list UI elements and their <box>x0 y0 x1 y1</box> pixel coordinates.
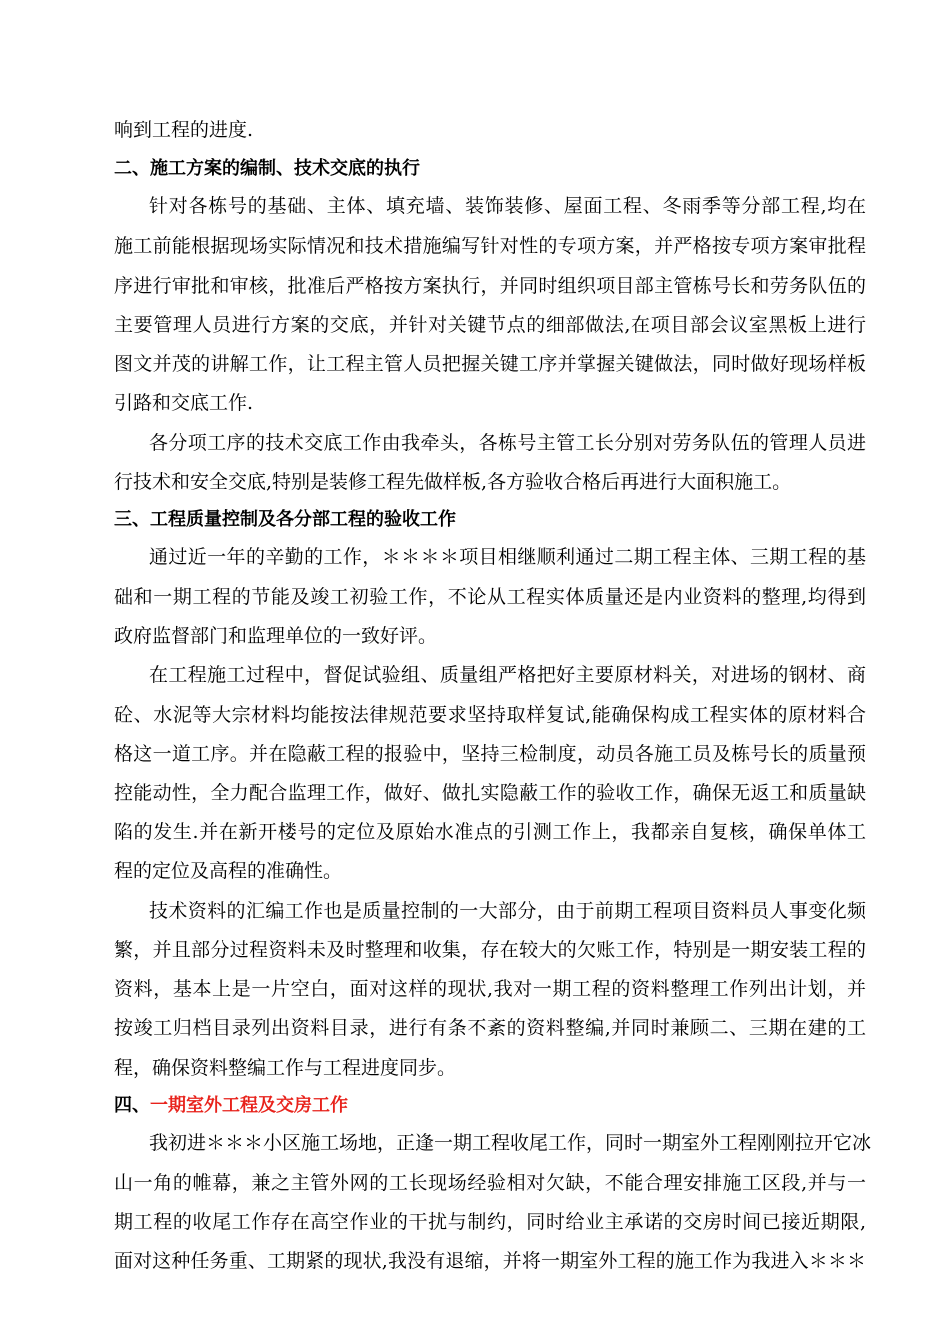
paragraph-line: 各分项工序的技术交底工作由我牵头，各栋号主管工长分别对劳务队伍的管理人员进 <box>149 432 866 454</box>
paragraph-line: 主要管理人员进行方案的交底，并针对关键节点的细部做法,在项目部会议室黑板上进行 <box>114 314 866 336</box>
heading-highlight: 一期室外工程及交房工作 <box>150 1095 348 1116</box>
paragraph-line: 图文并茂的讲解工作，让工程主管人员把握关键工序并掌握关键做法，同时做好现场样板 <box>114 353 866 375</box>
paragraph-line: 繁，并且部分过程资料未及时整理和收集，存在较大的欠账工作，特别是一期安装工程的 <box>114 939 866 961</box>
section-heading-3: 三、工程质量控制及各分部工程的验收工作 <box>114 509 456 530</box>
paragraph-line: 期工程的收尾工作存在高空作业的干扰与制约，同时给业主承诺的交房时间已接近期限, <box>114 1211 866 1233</box>
paragraph-line: 砼、水泥等大宗材料均能按法律规范要求坚持取样复试,能确保构成工程实体的原材料合 <box>114 704 866 726</box>
paragraph-line: 格这一道工序。并在隐蔽工程的报验中，坚持三检制度，动员各施工员及栋号长的质量预 <box>114 743 866 765</box>
paragraph-line: 础和一期工程的节能及竣工初验工作，不论从工程实体质量还是内业资料的整理,均得到 <box>114 586 866 608</box>
paragraph-line: 控能动性，全力配合监理工作，做好、做扎实隐蔽工作的验收工作，确保无返工和质量缺 <box>114 782 866 804</box>
paragraph-line: 施工前能根据现场实际情况和技术措施编写针对性的专项方案，并严格按专项方案审批程 <box>114 235 866 257</box>
paragraph-line: 山一角的帷幕，兼之主管外网的工长现场经验相对欠缺，不能合理安排施工区段,并与一 <box>114 1172 866 1194</box>
paragraph-line: 引路和交底工作. <box>114 392 254 414</box>
paragraph-line: 我初进＊＊＊小区施工场地，正逢一期工程收尾工作，同时一期室外工程刚刚拉开它冰 <box>149 1132 872 1154</box>
paragraph-line: 技术资料的汇编工作也是质量控制的一大部分，由于前期工程项目资料员人事变化频 <box>149 900 866 922</box>
paragraph-line: 针对各栋号的基础、主体、填充墙、装饰装修、屋面工程、冬雨季等分部工程,均在 <box>149 195 866 217</box>
paragraph-line: 通过近一年的辛勤的工作，＊＊＊＊项目相继顺利通过二期工程主体、三期工程的基 <box>149 546 866 568</box>
heading-number: 四、 <box>114 1095 150 1116</box>
paragraph-line: 响到工程的进度. <box>114 119 254 141</box>
paragraph-line: 资料，基本上是一片空白，面对这样的现状,我对一期工程的资料整理工作列出计划，并 <box>114 978 866 1000</box>
paragraph-line: 政府监督部门和监理单位的一致好评。 <box>114 625 438 647</box>
paragraph-line: 陷的发生.并在新开楼号的定位及原始水准点的引测工作上，我都亲自复核，确保单体工 <box>114 821 866 843</box>
section-heading-4 <box>114 1094 866 1118</box>
paragraph-line: 程，确保资料整编工作与工程进度同步。 <box>114 1057 457 1079</box>
paragraph-line: 面对这种任务重、工期紧的现状,我没有退缩，并将一期室外工程的施工作为我进入＊＊＊ <box>114 1250 866 1272</box>
paragraph-line: 在工程施工过程中，督促试验组、质量组严格把好主要原材料关，对进场的钢材、商 <box>149 664 866 686</box>
paragraph-line: 序进行审批和审核，批准后严格按方案执行，并同时组织项目部主管栋号长和劳务队伍的 <box>114 275 866 297</box>
section-heading-2: 二、施工方案的编制、技术交底的执行 <box>114 158 420 179</box>
paragraph-line: 按竣工归档目录列出资料目录，进行有条不紊的资料整编,并同时兼顾二、三期在建的工 <box>114 1017 866 1039</box>
paragraph-line: 程的定位及高程的准确性。 <box>114 860 343 882</box>
paragraph-line: 行技术和安全交底,特别是装修工程先做样板,各方验收合格后再进行大面积施工。 <box>114 471 792 493</box>
